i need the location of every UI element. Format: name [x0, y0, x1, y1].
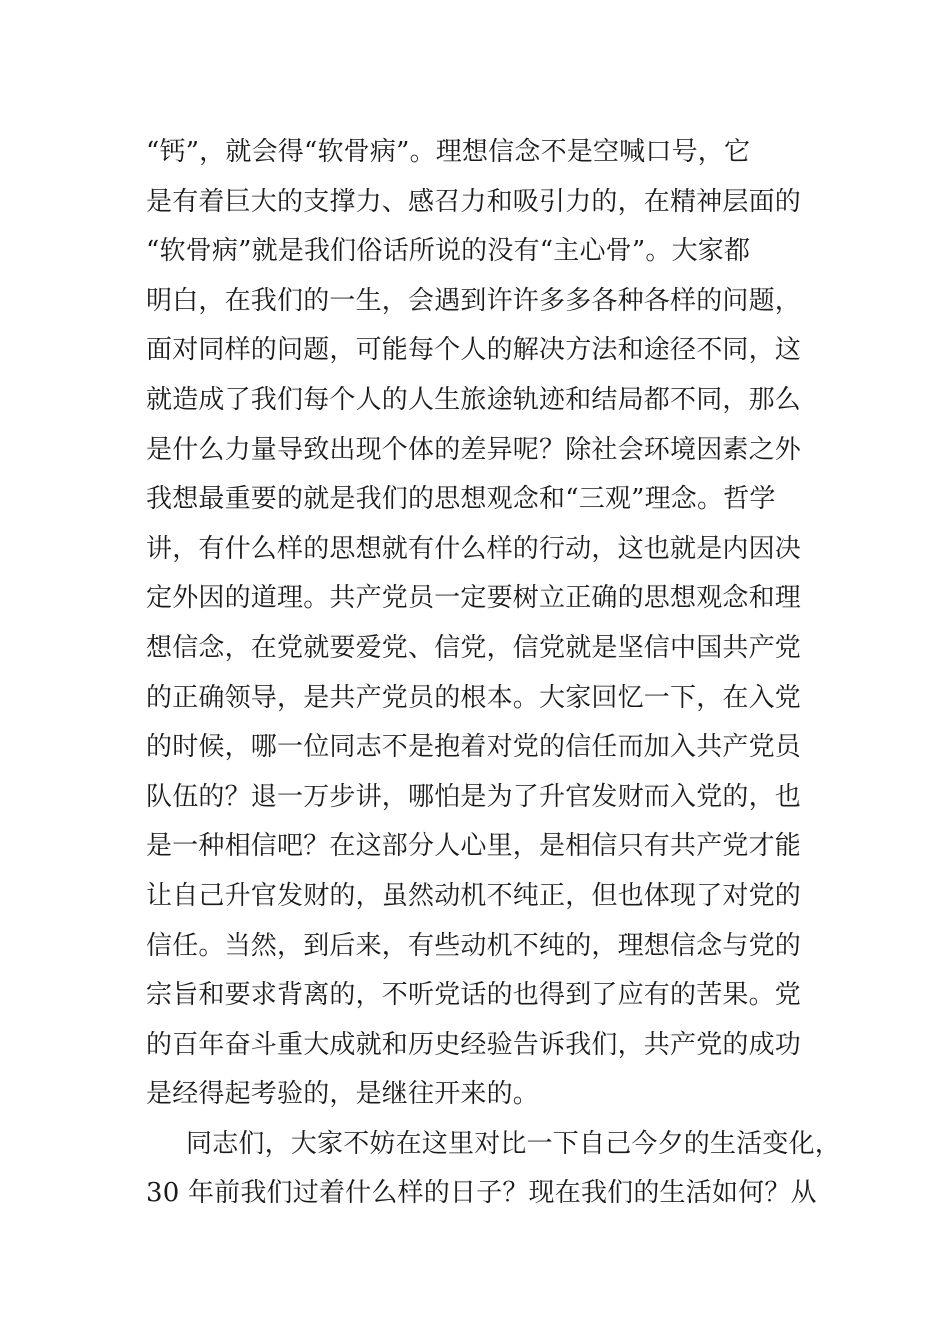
text-line: 队伍的？退一万步讲，哪怕是为了升官发财而入党的，也 — [146, 781, 802, 812]
text-line: 面对同样的问题，可能每个人的解决方法和途径不同，这 — [146, 335, 802, 366]
text-line: 明白，在我们的一生，会遇到许许多多各种各样的问题， — [146, 285, 802, 316]
text-line: 是什么力量导致出现个体的差异呢？除社会环境因素之外 — [146, 434, 802, 465]
text-line: 讲，有什么样的思想就有什么样的行动，这也就是内因决 — [146, 533, 802, 564]
text-line: 让自己升官发财的，虽然动机不纯正，但也体现了对党的 — [146, 880, 802, 911]
document-body — [146, 128, 842, 1219]
text-line: 信任。当然，到后来，有些动机不纯的，理想信念与党的 — [146, 930, 802, 961]
text-line: 的时候，哪一位同志不是抱着对党的信任而加入共产党员 — [146, 732, 802, 763]
text-line: 我想最重要的就是我们的思想观念和“三观”理念。哲学 — [146, 484, 776, 515]
text-line: “钙”，就会得“软骨病”。理想信念不是空喊口号，它 — [146, 137, 751, 167]
text-line: 同志们，大家不妨在这里对比一下自己今夕的生活变化， — [186, 1128, 842, 1159]
text-line: 是经得起考验的，是继往开来的。 — [146, 1079, 540, 1110]
paragraph — [146, 128, 836, 1120]
text-line: 就造成了我们每个人的人生旅途轨迹和结局都不同，那么 — [146, 384, 802, 415]
text-line: 想信念，在党就要爱党、信党，信党就是坚信中国共产党 — [146, 632, 802, 663]
text-line: 是一种相信吧？在这部分人心里，是相信只有共产党才能 — [146, 831, 802, 862]
text-line: “软骨病”就是我们俗话所说的没有“主心骨”。大家都 — [146, 236, 751, 267]
text-line: 的正确领导，是共产党员的根本。大家回忆一下，在入党 — [146, 682, 802, 713]
text-line: 30 年前我们过着什么样的日子？现在我们的生活如何？从 — [146, 1178, 817, 1209]
text-line: 定外因的道理。共产党员一定要树立正确的思想观念和理 — [146, 583, 802, 614]
text-line: 的百年奋斗重大成就和历史经验告诉我们，共产党的成功 — [146, 1029, 802, 1060]
text-line: 宗旨和要求背离的，不听党话的也得到了应有的苦果。党 — [146, 980, 802, 1011]
text-line: 是有着巨大的支撑力、感召力和吸引力的，在精神层面的 — [146, 186, 802, 217]
paragraph — [146, 1120, 842, 1219]
